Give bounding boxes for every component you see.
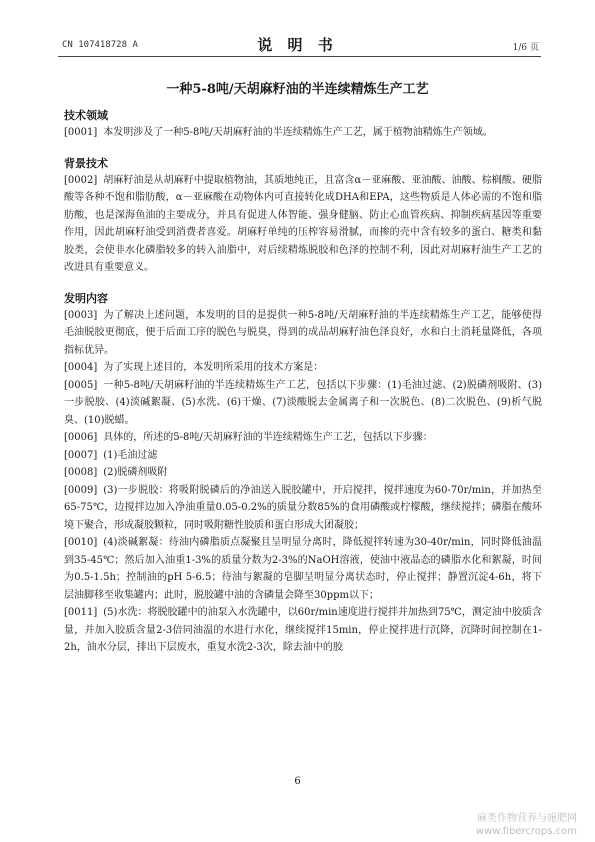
- paragraph-0005: [64, 377, 542, 430]
- paragraph-0010: [64, 534, 542, 604]
- paragraph-number: [0005]: [64, 379, 98, 391]
- header-title: 说 明 书: [257, 36, 338, 54]
- paragraph-number: [0007]: [64, 449, 98, 461]
- paragraph-text: (2)脱磷剂吸附: [103, 467, 168, 478]
- section-heading-technical-field: 技术领域: [64, 109, 108, 122]
- watermark-url: www.fibercrops.com: [475, 826, 577, 837]
- page-indicator: 1/6 页: [512, 43, 539, 53]
- paragraph-0003: [64, 307, 542, 360]
- paragraph-number: [0006]: [64, 432, 98, 443]
- page-number: 6: [294, 776, 301, 787]
- header-divider: [58, 56, 541, 57]
- paragraph-text: 本发明涉及了一种5-8吨/天胡麻籽油的半连续精炼生产工艺，属于植物油精炼生产领域。: [103, 127, 493, 138]
- paragraph-number: [0008]: [64, 467, 98, 478]
- document-number: CN 107418728 A: [62, 40, 138, 50]
- paragraph-text: (4)淡碱絮凝：待油内磷脂质点凝聚且呈明显分离时，降低搅拌转速为30-40r/min，同时降低油温到35-45℃；然后加入油重1-3%的质量分数为2-3%的NaOH溶液，使油中液晶态的磷脂水化和絮凝，时间为0.5-1.5h；控制油的pH 5-6.5；待油与絮凝的皂脚呈明显分离状态时，停止搅拌；静置沉淀4-6h，将下层油脚移至收集罐内；此时，脱胶罐中油的含磷量会降至30ppm以下；: [64, 537, 542, 601]
- paragraph-text: (5)水洗：将脱胶罐中的油泵入水洗罐中，以60r/min速度进行搅拌并加热到75℃，测定油中胶质含量，并加入胶质含量2-3倍同油温的水进行水化，继续搅拌15min，停止搅拌进行沉降，沉降时间控制在1-2h，油水分层，排出下层废水，重复水洗2-3次，除去油中的胶: [64, 607, 542, 653]
- paragraph-0007: [64, 447, 542, 465]
- paragraph-number: [0004]: [64, 362, 98, 373]
- paragraph-0011: [64, 604, 542, 657]
- watermark: [476, 812, 577, 838]
- paragraph-0002: [64, 172, 542, 277]
- paragraph-text: 为了解决上述问题，本发明的目的是提供一种5-8吨/天胡麻籽油的半连续精炼生产工艺，能够使得毛油脱胶更彻底，便于后面工序的脱色与脱臭，得到的成品胡麻籽油色泽良好，水和白土消耗量降低，各项指标优异。: [64, 309, 542, 356]
- section-heading-invention-content: 发明内容: [64, 291, 108, 305]
- section-heading-background: 背景技术: [64, 156, 108, 170]
- paragraph-0006: [64, 429, 542, 447]
- paragraph-0008: [64, 464, 542, 482]
- paragraph-number: [0001]: [64, 127, 98, 138]
- paragraph-text: (3)一步脱胶：将吸附脱磷后的净油送入脱胶罐中，开启搅拌，搅拌速度为60-70r/min，并加热至65-75℃，边搅拌边加入净油重量0.05-0.2%的质量分数85%的食用磷酸或柠檬酸，继续搅拌；磷脂在酸环境下聚合，形成凝胶颗粒，同时吸附糖性胶质和蛋白形成大团凝胶；: [64, 484, 542, 531]
- paragraph-text: 为了实现上述目的，本发明所采用的技术方案是：: [103, 362, 324, 373]
- paragraph-number: [0011]: [64, 607, 98, 618]
- paragraph-text: (1)毛油过滤: [103, 449, 158, 461]
- document-title: 一种5-8吨/天胡麻籽油的半连续精炼生产工艺: [166, 82, 429, 97]
- paragraph-text: 胡麻籽油是从胡麻籽中提取植物油，其质地纯正，且富含α－亚麻酸、亚油酸、油酸、棕榈酸、硬脂酸等各种不饱和脂肪酸，α－亚麻酸在动物体内可直接转化成DHA和EPA，这些物质是人体必需的不饱和脂肪酸，也是深海鱼油的主要成分，并具有促进人体智能、强身健脑、防止心血管疾病、抑制疾病基因等重要作用，因此胡麻籽油受到消费者喜爱。胡麻籽单纯的压榨容易滑腻，而掺的壳中含有较多的蛋白、糖类和黏胶类，会使非水化磷脂较多的转入油脂中，对后续精炼脱胶和色泽的控制不利，因此对胡麻籽油生产工艺的改进具有重要意义。: [64, 174, 542, 273]
- paragraph-number: [0002]: [64, 174, 98, 186]
- paragraph-number: [0003]: [64, 309, 98, 321]
- document-body: [64, 108, 542, 657]
- paragraph-0001: [64, 124, 542, 142]
- paragraph-text: 一种5-8吨/天胡麻籽油的半连续精炼生产工艺，包括以下步骤：(1)毛油过滤、(2)脱磷剂吸附、(3)一步脱胶、(4)淡碱絮凝、(5)水洗、(6)干燥、(7)淡酸脱去金属离子和一次脱色、(8)二次脱色、(9)析气脱臭、(10)脱蜡。: [64, 379, 542, 426]
- paragraph-number: [0010]: [64, 537, 98, 548]
- watermark-site-name: 麻类作物营养与施肥网: [477, 813, 577, 824]
- paragraph-text: 具体的，所述的5-8吨/天胡麻籽油的半连续精炼生产工艺，包括以下步骤：: [103, 432, 433, 443]
- paragraph-0009: [64, 482, 542, 535]
- paragraph-0004: [64, 359, 542, 377]
- paragraph-number: [0009]: [64, 484, 98, 496]
